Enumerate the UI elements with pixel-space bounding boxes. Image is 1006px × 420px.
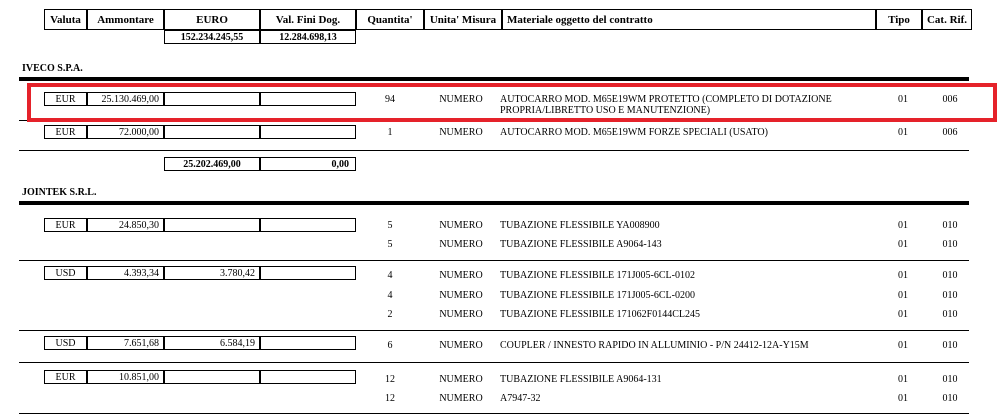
quantity-cell: 5 [387, 220, 393, 231]
description-cell: TUBAZIONE FLESSIBILE 171J005-6CL-0102 [500, 270, 695, 281]
col-header-tipo: Tipo [876, 9, 922, 30]
tipo-cell: 01 [898, 239, 908, 250]
company-name: IVECO S.P.A. [22, 63, 83, 74]
valuta-cell: USD [44, 266, 87, 280]
tipo-cell: 01 [898, 393, 908, 404]
description-cell: AUTOCARRO MOD. M65E19WM FORZE SPECIALI (USATO) [500, 127, 768, 138]
unit-cell: NUMERO [439, 94, 483, 105]
cat-rif-cell: 010 [942, 340, 958, 351]
grand-total-euro: 152.234.245,55 [164, 30, 260, 44]
description-cell: TUBAZIONE FLESSIBILE 171J005-6CL-0200 [500, 290, 695, 301]
val-fini-cell [260, 218, 356, 232]
quantity-cell: 6 [387, 340, 393, 351]
section-total-val-fini: 0,00 [260, 157, 356, 171]
unit-cell: NUMERO [439, 309, 483, 320]
quantity-cell: 94 [385, 94, 395, 105]
ammontare-cell: 10.851,00 [87, 370, 164, 384]
company-name: JOINTEK S.R.L. [22, 187, 97, 198]
quantity-cell: 4 [387, 270, 393, 281]
description-cell: TUBAZIONE FLESSIBILE 171062F0144CL245 [500, 309, 700, 320]
val-fini-cell [260, 125, 356, 139]
group-divider [19, 150, 969, 151]
unit-cell: NUMERO [439, 340, 483, 351]
highlight-box [27, 83, 997, 122]
group-divider [19, 362, 969, 363]
section-divider [19, 77, 969, 81]
cat-rif-cell: 010 [942, 270, 958, 281]
ammontare-cell: 24.850,30 [87, 218, 164, 232]
tipo-cell: 01 [898, 270, 908, 281]
description-cell: TUBAZIONE FLESSIBILE A9064-131 [500, 374, 662, 385]
col-header-materiale: Materiale oggetto del contratto [502, 9, 876, 30]
quantity-cell: 12 [385, 393, 395, 404]
unit-cell: NUMERO [439, 393, 483, 404]
tipo-cell: 01 [898, 127, 908, 138]
tipo-cell: 01 [898, 374, 908, 385]
quantity-cell: 2 [387, 309, 393, 320]
ammontare-cell: 4.393,34 [87, 266, 164, 280]
description-cell: TUBAZIONE FLESSIBILE YA008900 [500, 220, 660, 231]
description-cell: AUTOCARRO MOD. M65E19WM PROTETTO (COMPLETO DI DOTAZIONE [500, 94, 832, 105]
quantity-cell: 12 [385, 374, 395, 385]
unit-cell: NUMERO [439, 239, 483, 250]
cat-rif-cell: 006 [942, 94, 958, 105]
unit-cell: NUMERO [439, 290, 483, 301]
euro-cell: 6.584,19 [164, 336, 260, 350]
tipo-cell: 01 [898, 290, 908, 301]
cat-rif-cell: 010 [942, 220, 958, 231]
valuta-cell: EUR [44, 218, 87, 232]
col-header-valuta: Valuta [44, 9, 87, 30]
quantity-cell: 1 [387, 127, 393, 138]
cat-rif-cell: 010 [942, 309, 958, 320]
group-divider [19, 413, 969, 414]
unit-cell: NUMERO [439, 374, 483, 385]
euro-cell [164, 125, 260, 139]
euro-cell [164, 218, 260, 232]
euro-cell: 3.780,42 [164, 266, 260, 280]
col-header-ammontare: Ammontare [87, 9, 164, 30]
valuta-cell: EUR [44, 370, 87, 384]
val-fini-cell [260, 266, 356, 280]
unit-cell: NUMERO [439, 270, 483, 281]
ammontare-cell: 7.651,68 [87, 336, 164, 350]
grand-total-val-fini: 12.284.698,13 [260, 30, 356, 44]
val-fini-cell [260, 370, 356, 384]
group-divider [19, 330, 969, 331]
quantity-cell: 5 [387, 239, 393, 250]
col-header-euro: EURO [164, 9, 260, 30]
section-divider [19, 201, 969, 205]
col-header-unita-misura: Unita' Misura [424, 9, 502, 30]
section-total-euro: 25.202.469,00 [164, 157, 260, 171]
ammontare-cell: 25.130.469,00 [87, 92, 164, 106]
group-divider [19, 260, 969, 261]
cat-rif-cell: 010 [942, 374, 958, 385]
euro-cell [164, 370, 260, 384]
val-fini-cell [260, 336, 356, 350]
tipo-cell: 01 [898, 94, 908, 105]
valuta-cell: USD [44, 336, 87, 350]
valuta-cell: EUR [44, 125, 87, 139]
col-header-quantita: Quantita' [356, 9, 424, 30]
tipo-cell: 01 [898, 309, 908, 320]
description-cell: TUBAZIONE FLESSIBILE A9064-143 [500, 239, 662, 250]
description-cell: COUPLER / INNESTO RAPIDO IN ALLUMINIO - P/N 24412-12A-Y15M [500, 340, 809, 351]
cat-rif-cell: 010 [942, 290, 958, 301]
cat-rif-cell: 006 [942, 127, 958, 138]
ammontare-cell: 72.000,00 [87, 125, 164, 139]
cat-rif-cell: 010 [942, 239, 958, 250]
tipo-cell: 01 [898, 220, 908, 231]
valuta-cell: EUR [44, 92, 87, 106]
col-header-val-fini-dog: Val. Fini Dog. [260, 9, 356, 30]
tipo-cell: 01 [898, 340, 908, 351]
unit-cell: NUMERO [439, 127, 483, 138]
cat-rif-cell: 010 [942, 393, 958, 404]
description-cell-line2: PROPRIA/LIBRETTO USO E MANUTENZIONE) [500, 105, 711, 116]
quantity-cell: 4 [387, 290, 393, 301]
col-header-cat-rif: Cat. Rif. [922, 9, 972, 30]
unit-cell: NUMERO [439, 220, 483, 231]
description-cell: A7947-32 [500, 393, 541, 404]
